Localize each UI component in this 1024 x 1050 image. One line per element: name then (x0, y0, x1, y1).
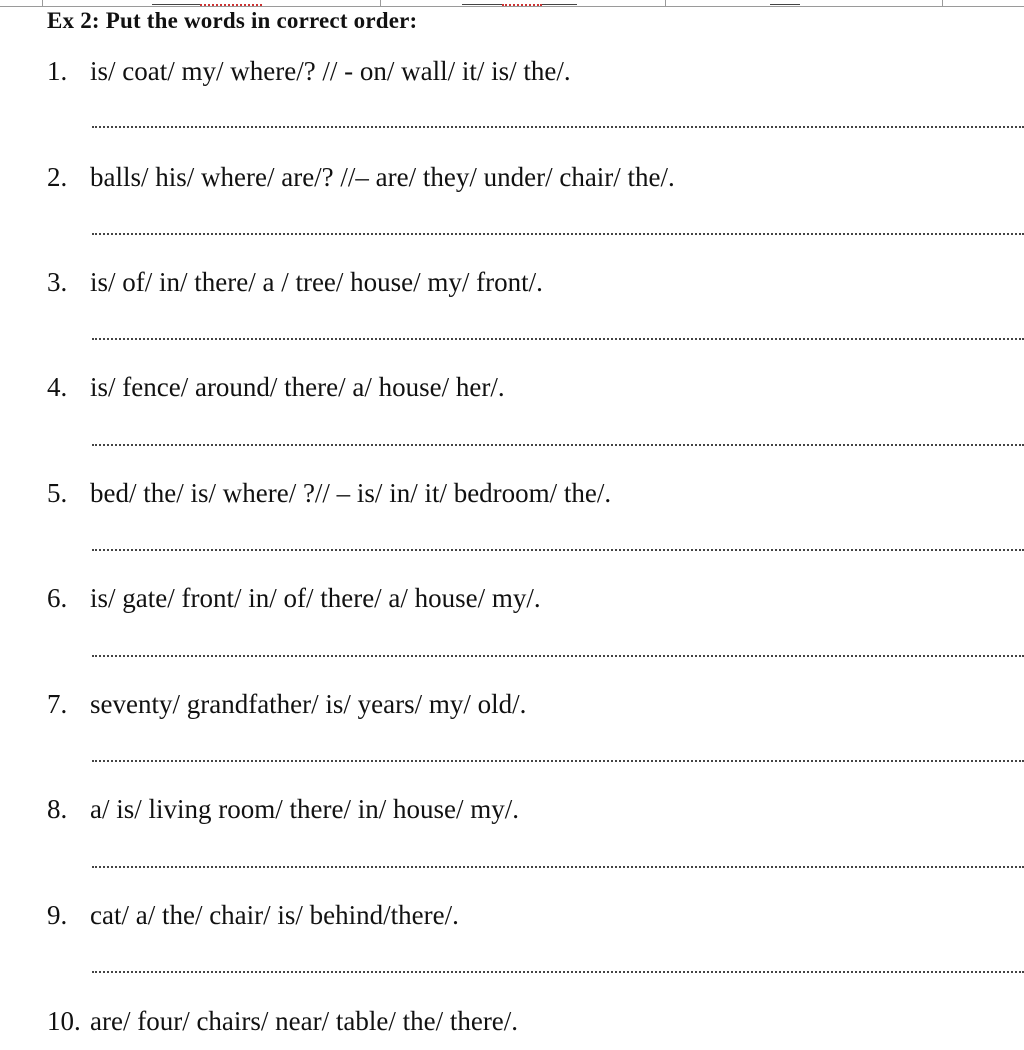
item-text: bed/ the/ is/ where/ ?// – is/ in/ it/ bedroom/ the/. (90, 478, 612, 508)
answer-line[interactable] (92, 866, 1024, 868)
item-number: 10. (47, 1006, 81, 1036)
item-text: balls/ his/ where/ are/? //– are/ they/ under/ chair/ the/. (90, 162, 675, 192)
item-number: 3. (47, 267, 68, 297)
item-text: is/ gate/ front/ in/ of/ there/ a/ house/ my/. (90, 583, 541, 613)
item-text: is/ of/ in/ there/ a / tree/ house/ my/ front/. (90, 267, 543, 297)
answer-line[interactable] (92, 233, 1024, 235)
exercise-item (47, 899, 459, 931)
spellcheck-underline (502, 1, 542, 6)
answer-line[interactable] (92, 444, 1024, 446)
exercise-item (47, 793, 519, 825)
text-underline (770, 4, 800, 5)
exercise-item (47, 266, 543, 298)
item-number: 8. (47, 794, 68, 824)
item-text: is/ fence/ around/ there/ a/ house/ her/. (90, 372, 505, 402)
exercise-item (47, 582, 541, 614)
item-number: 9. (47, 900, 68, 930)
text-underline (152, 4, 200, 5)
spellcheck-underline (200, 1, 262, 6)
exercise-item (47, 1005, 518, 1037)
item-number: 6. (47, 583, 68, 613)
answer-line[interactable] (92, 549, 1024, 551)
table-border-tick (380, 0, 381, 6)
item-text: is/ coat/ my/ where/? // - on/ wall/ it/ is/ the/. (90, 56, 571, 86)
item-text: cat/ a/ the/ chair/ is/ behind/there/. (90, 900, 459, 930)
exercise-item (47, 477, 611, 509)
item-number: 4. (47, 372, 68, 402)
item-number: 2. (47, 162, 68, 192)
table-border-tick (942, 0, 943, 6)
item-text: are/ four/ chairs/ near/ table/ the/ there/. (90, 1006, 519, 1036)
item-text: seventy/ grandfather/ is/ years/ my/ old/. (90, 689, 527, 719)
answer-line[interactable] (92, 126, 1024, 128)
text-underline (542, 4, 577, 5)
page-top-rule (0, 0, 1024, 7)
answer-line[interactable] (92, 655, 1024, 657)
item-number: 7. (47, 689, 68, 719)
item-number: 1. (47, 56, 68, 86)
item-number: 5. (47, 478, 68, 508)
exercise-item (47, 688, 526, 720)
exercise-item (47, 55, 571, 87)
answer-line[interactable] (92, 971, 1024, 973)
text-underline (462, 4, 502, 5)
exercise-heading: Ex 2: Put the words in correct order: (47, 8, 418, 33)
exercise-item (47, 371, 505, 403)
exercise-item (47, 161, 675, 193)
item-text: a/ is/ living room/ there/ in/ house/ my/. (90, 794, 519, 824)
answer-line[interactable] (92, 760, 1024, 762)
answer-line[interactable] (92, 338, 1024, 340)
table-border-tick (42, 0, 43, 6)
table-border-tick (665, 0, 666, 6)
